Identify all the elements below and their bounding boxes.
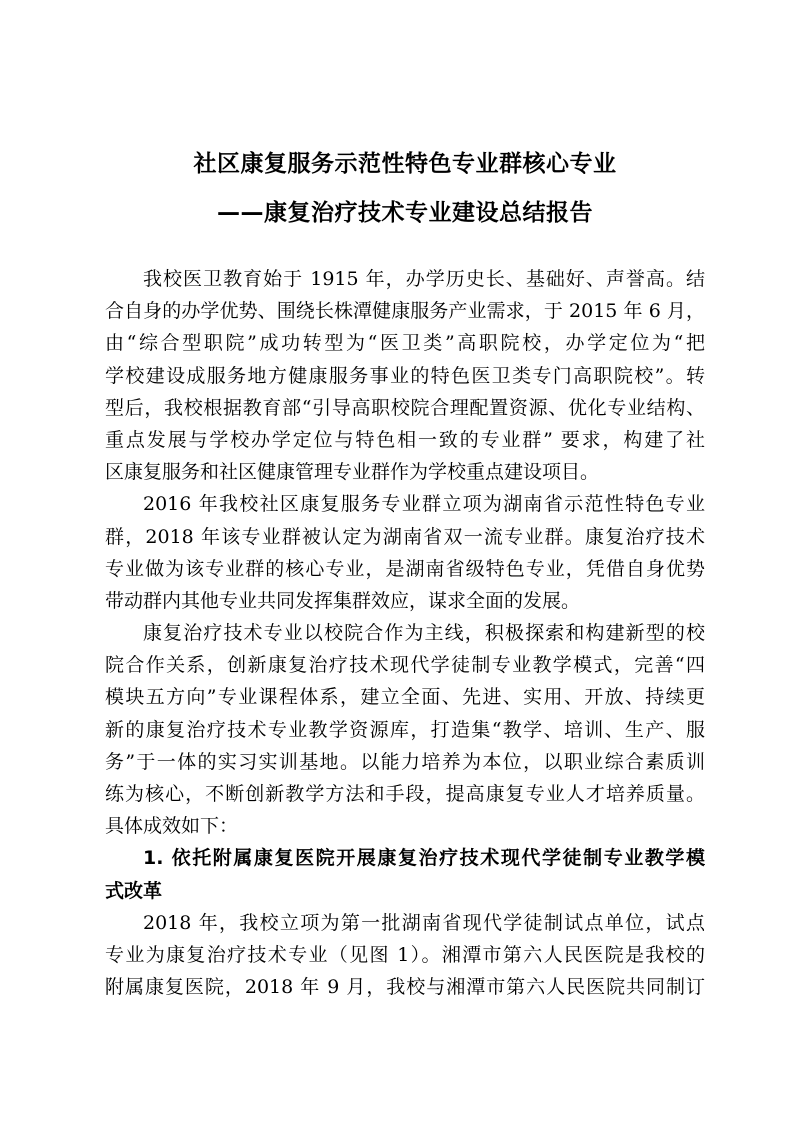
text-line: 新的康复治疗技术专业教学资源库，打造集“教学、培训、生产、服 xyxy=(105,718,705,741)
text-line: 合自身的办学优势、围绕长株潭健康服务产业需求，于 2015 年 6 月， xyxy=(105,300,705,323)
title-line-1: 社区康复服务示范性特色专业群核心专业 xyxy=(193,151,617,177)
text-line: 学校建设成服务地方健康服务事业的特色医卫类专门高职院校”。转 xyxy=(105,364,705,387)
text-line: 1. 依托附属康复医院开展康复治疗技术现代学徒制专业教学模 xyxy=(143,847,705,870)
text-line: 带动群内其他专业共同发挥集群效应，谋求全面的发展。 xyxy=(105,589,581,612)
text-line: 专业做为该专业群的核心专业，是湖南省级特色专业，凭借自身优势 xyxy=(105,557,705,580)
text-line: 附属康复医院，2018 年 9 月，我校与湘潭市第六人民医院共同制订 xyxy=(105,976,705,999)
text-line: 式改革 xyxy=(105,879,163,902)
text-line: 模块五方向”专业课程体系，建立全面、先进、实用、开放、持续更 xyxy=(105,686,705,709)
document-content xyxy=(105,140,705,1003)
text-line: 区康复服务和社区健康管理专业群作为学校重点建设项目。 xyxy=(105,461,600,484)
document-title xyxy=(105,140,705,238)
title-line-2: ——康复治疗技术专业建设总结报告 xyxy=(217,200,593,226)
body-paragraph xyxy=(105,907,705,1004)
text-line: 型后，我校根据教育部“引导高职校院合理配置资源、优化专业结构、 xyxy=(105,396,705,419)
document-body xyxy=(105,263,705,1003)
text-line: 2018 年，我校立项为第一批湖南省现代学徒制试点单位，试点 xyxy=(143,911,705,934)
text-line: 练为核心，不断创新教学方法和手段，提高康复专业人才培养质量。 xyxy=(105,783,705,805)
body-paragraph xyxy=(105,488,705,617)
text-line: 我校医卫教育始于 1915 年，办学历史长、基础好、声誉高。结 xyxy=(143,268,705,290)
text-line: 由“综合型职院”成功转型为“医卫类”高职院校，办学定位为“把 xyxy=(105,332,705,355)
section-heading xyxy=(105,842,705,906)
text-line: 重点发展与学校办学定位与特色相一致的专业群” 要求，构建了社 xyxy=(105,428,705,451)
text-line: 专业为康复治疗技术专业（见图 1）。湘潭市第六人民医院是我校的 xyxy=(105,943,705,966)
text-line: 群，2018 年该专业群被认定为湖南省双一流专业群。康复治疗技术 xyxy=(105,525,705,548)
body-paragraph xyxy=(105,617,705,842)
text-line: 务”于一体的实习实训基地。以能力培养为本位，以职业综合素质训 xyxy=(105,750,705,773)
text-line: 2016 年我校社区康复服务专业群立项为湖南省示范性特色专业 xyxy=(143,493,705,516)
text-line: 康复治疗技术专业以校院合作为主线，积极探索和构建新型的校 xyxy=(143,622,705,645)
text-line: 具体成效如下： xyxy=(105,815,239,838)
body-paragraph xyxy=(105,263,705,488)
text-line: 院合作关系，创新康复治疗技术现代学徒制专业教学模式，完善“四 xyxy=(105,654,705,677)
